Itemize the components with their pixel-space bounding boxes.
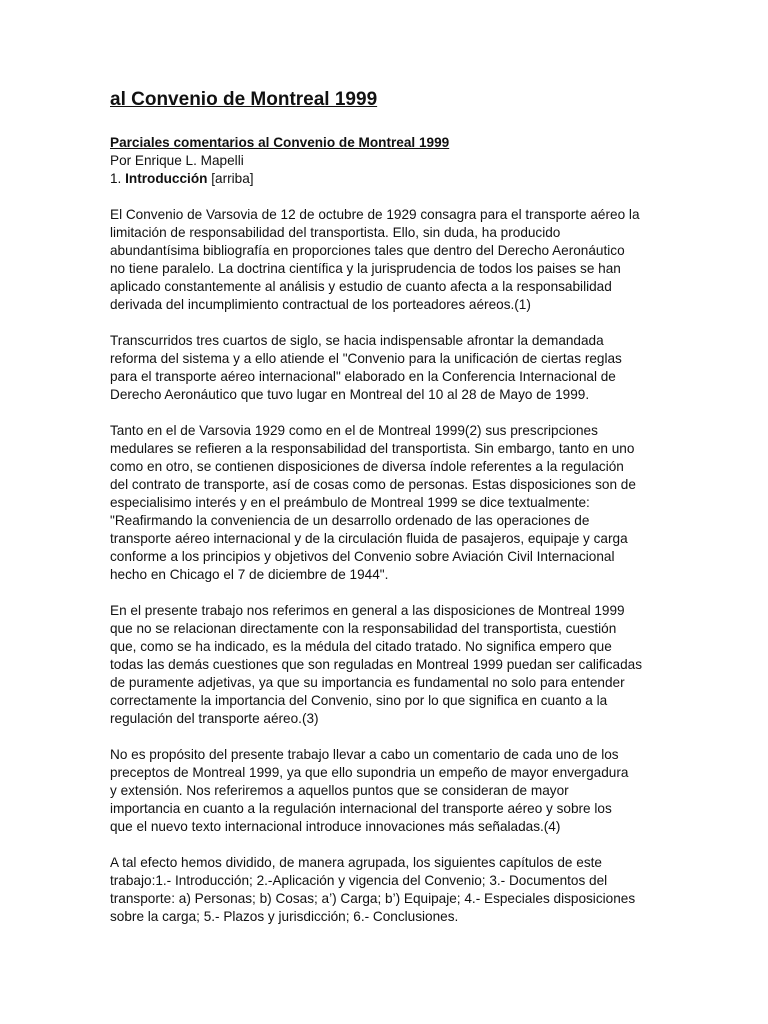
- document-subtitle: Parciales comentarios al Convenio de Montreal 1999: [110, 135, 450, 150]
- paragraph-2: Transcurridos tres cuartos de siglo, se hacia indispensable afrontar la demandada reforma del sistema y a ello atiende el "Convenio para la unificación de ciertas reglas para el transporte aéreo internacional" elaborado en la Conferencia Internacional de Derecho Aeronáutico que tuvo lugar en Montreal del 10 al 28 de Mayo de 1999.: [110, 333, 622, 402]
- document-header: [110, 134, 660, 188]
- paragraph-3: Tanto en el de Varsovia 1929 como en el de Montreal 1999(2) sus prescripciones medulares se refieren a la responsabilidad del transportista. Sin embargo, tanto en uno como en otro, se contienen disposiciones de diversa índole referentes a la regulación del contrato de transporte, así de cosas como de personas. Estas disposiciones son de especialisimo interés y en el preámbulo de Montreal 1999 se dice textualmente: "Reafirmando la conveniencia de un desarrollo ordenado de las operaciones de transporte aéreo internacional y de la circulación fluida de pasajeros, equipaje y carga conforme a los principios y objetivos del Convenio sobre Aviación Civil Internacional hecho en Chicago el 7 de diciembre de 1944".: [110, 423, 636, 582]
- section-top-link[interactable]: [arriba]: [211, 171, 254, 186]
- document-author: Por Enrique L. Mapelli: [110, 153, 244, 168]
- paragraph-6: A tal efecto hemos dividido, de manera agrupada, los siguientes capítulos de este trabajo:1.- Introducción; 2.-Aplicación y vigencia del Convenio; 3.- Documentos del transporte: a) Personas; b) Cosas; a’) Carga; b’) Equipaje; 4.- Especiales disposiciones sobre la carga; 5.- Plazos y jurisdicción; 6.- Conclusiones.: [110, 855, 636, 924]
- paragraph-4: En el presente trabajo nos referimos en general a las disposiciones de Montreal 1999 que no se relacionan directamente con la responsabilidad del transportista, cuestión que, como se ha indicado, es la médula del citado tratado. No significa empero que todas las demás cuestiones que son reguladas en Montreal 1999 puedan ser calificadas de puramente adjetivas, ya que su importancia es fundamental no solo para entender correctamente la importancia del Convenio, sino por lo que significa en cuanto a la regulación del transporte aéreo.(3): [110, 603, 643, 726]
- section-heading: [110, 170, 660, 188]
- document-title: al Convenio de Montreal 1999: [110, 89, 378, 110]
- section-number: 1.: [110, 171, 122, 186]
- section-name: Introducción: [125, 171, 208, 186]
- paragraph-1: El Convenio de Varsovia de 12 de octubre de 1929 consagra para el transporte aéreo la limitación de responsabilidad del transportista. Ello, sin duda, ha producido abundantísima bibliografía en proporciones tales que dentro del Derecho Aeronáutico no tiene paralelo. La doctrina científica y la jurisprudencia de todos los paises se han aplicado constantemente al análisis y estudio de cuanto afecta a la responsabilidad derivada del incumplimiento contractual de los porteadores aéreos.(1): [110, 207, 640, 312]
- paragraph-5: No es propósito del presente trabajo llevar a cabo un comentario de cada uno de los preceptos de Montreal 1999, ya que ello supondria un empeño de mayor envergadura y extensión. Nos referiremos a aquellos puntos que se consideran de mayor importancia en cuanto a la regulación internacional del transporte aéreo y sobre los que el nuevo texto internacional introduce innovaciones más señaladas.(4): [110, 747, 629, 834]
- document-page: [110, 88, 660, 944]
